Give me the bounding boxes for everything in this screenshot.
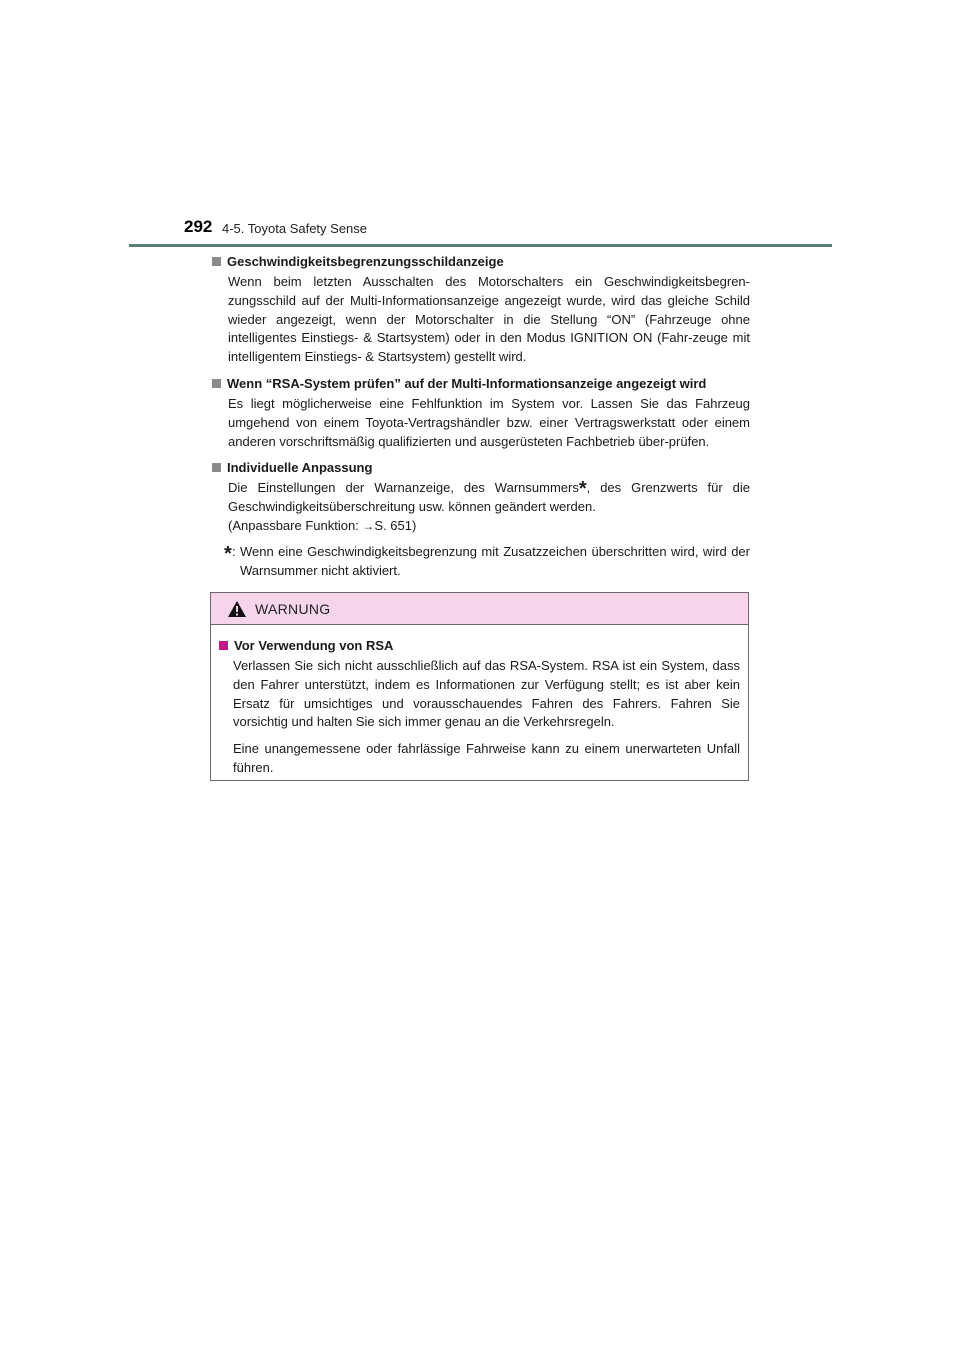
footnote-marker [224,543,238,581]
section-speed-sign-display [210,252,750,367]
warning-heading [217,636,740,655]
footnote-colon: : [232,543,236,559]
warning-paragraph: Eine unangemessene oder fahrlässige Fahrweise kann zu einem unerwarteten Unfall führen. [233,741,740,775]
section-heading-text: Individuelle Anpassung [227,460,373,476]
section-rsa-check [210,374,750,451]
bullet-square-icon [212,257,221,266]
footnote-text: Wenn eine Geschwindigkeitsbegrenzung mit Zusatzzeichen überschritten wird, wird der Warnsummer nicht aktiviert. [240,543,750,578]
section-title: 4-5. Toyota Safety Sense [222,221,368,236]
bullet-square-icon [212,379,221,388]
body-text-part: Die Einstellungen der Warnanzeige, des Warnsummers [228,480,579,496]
warning-paragraph: Verlassen Sie sich nicht ausschließlich auf das RSA-System. RSA ist ein System, dass den Fahrer unterstützt, indem es Informationen zur Verfügung stellt; es ist aber kein Ersatz für umsichtiges und vorausschauendes Fahren des Fahrers. Fahren Sie vorsichtig und halten Sie sich immer genau an die Verkehrsregeln. [233,658,740,730]
header-rule [129,244,832,247]
section-heading [210,374,750,393]
body-text-part: , des Grenzwerts für die Geschwindigkeitsüberschreitung usw. können geändert werden. [228,480,751,515]
footnote [210,543,750,581]
footnote-star-marker: * [578,478,587,501]
section-heading-text: Wenn “RSA-System prüfen” auf der Multi-Informationsanzeige angezeigt wird [227,375,707,391]
page-reference: S. 651) [374,517,417,533]
section-body: Wenn beim letzten Ausschalten des Motorschalters ein Geschwindigkeitsbegren-zungsschild auf der Multi-Informationsanzeige angezeigt wurde, wird das gleiche Schild wieder angezeigt, wenn der Motorschalter in die Stellung “ON” (Fahrzeuge ohne intelligentes Einstiegs- & Startsystem) oder in den Modus IGNITION ON (Fahr-zeuge mit intelligentem Einstiegs- & Startsystem) gestellt wird. [228,274,750,365]
bullet-square-icon [212,463,221,472]
arrow-right-icon: → [362,518,375,533]
section-customization [210,458,750,535]
warning-heading-text: Vor Verwendung von RSA [234,638,394,653]
warning-triangle-icon [227,600,247,618]
section-heading [210,252,750,271]
section-heading [210,458,750,477]
main-content [210,252,750,580]
warning-header [211,593,748,625]
section-body: Es liegt möglicherweise eine Fehlfunktion im System vor. Lassen Sie das Fahrzeug umgehend von einem Toyota-Vertragshändler bzw. einer Vertragswerkstatt oder einem anderen vorschriftsmäßig qualifizierten und ausgerüsteten Fachbetrieb über-prüfen. [228,395,750,449]
reference-prefix: (Anpassbare Funktion: [228,517,363,533]
bullet-square-icon [219,641,228,650]
warning-body [211,625,748,778]
warning-title: WARNUNG [255,600,331,617]
section-body [210,479,750,535]
footnote-star: * [224,542,232,565]
page-number: 292 [184,217,213,236]
warning-box [210,592,749,781]
section-heading-text: Geschwindigkeitsbegrenzungsschildanzeige [227,254,504,269]
